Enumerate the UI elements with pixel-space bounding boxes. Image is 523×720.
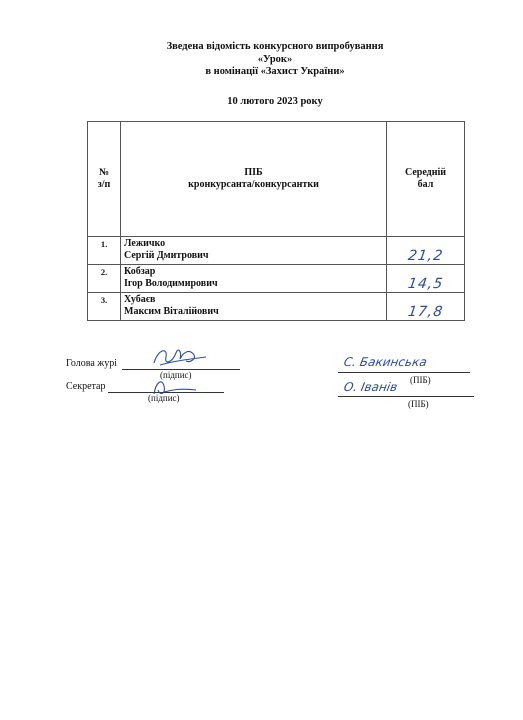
- row-number: 3.: [88, 293, 121, 321]
- chair-signature: [150, 345, 210, 371]
- heading-line-3: в номінації «Захист України»: [205, 66, 345, 77]
- row-score: 21,2: [387, 237, 465, 265]
- row-name: Кобзар Ігор Володимирович: [121, 265, 387, 293]
- row-number: 2.: [88, 265, 121, 293]
- secretary-signature-caption: (підпис): [148, 393, 180, 403]
- header-name: ПІБ кронкурсанта/конкурсантки: [121, 122, 387, 237]
- chair-name-line: [338, 372, 470, 373]
- heading-line-2: «Урок»: [257, 53, 293, 65]
- row-name: Лежичко Сергій Дмитрович: [121, 237, 387, 265]
- row-score: 14,5: [387, 265, 465, 293]
- secretary-name-line: [338, 396, 474, 397]
- document-heading: [60, 41, 490, 79]
- secretary-name-handwritten: О. Іванів: [342, 380, 399, 394]
- row-score: 17,8: [387, 293, 465, 321]
- row-name: Хубаєв Максим Віталійович: [121, 293, 387, 321]
- secretary-name-caption: (ПІБ): [408, 399, 429, 409]
- document-date: 10 лютого 2023 року: [227, 96, 323, 107]
- row-number: 1.: [88, 237, 121, 265]
- chair-signature-caption: (підпис): [160, 370, 192, 380]
- results-table: [87, 121, 465, 321]
- table-header-row: [88, 122, 465, 237]
- header-number: № з/п: [88, 122, 121, 237]
- heading-line-1: Зведена відомість конкурсного випробування: [166, 41, 384, 52]
- secretary-label: Секретар: [66, 381, 106, 392]
- chair-name-handwritten: С. Бакинська: [342, 355, 428, 369]
- table-row: [88, 237, 465, 265]
- table-row: [88, 293, 465, 321]
- chair-label: Голова журі: [66, 358, 117, 369]
- table-row: [88, 265, 465, 293]
- chair-name-caption: (ПІБ): [410, 375, 431, 385]
- header-score: Середній бал: [387, 122, 465, 237]
